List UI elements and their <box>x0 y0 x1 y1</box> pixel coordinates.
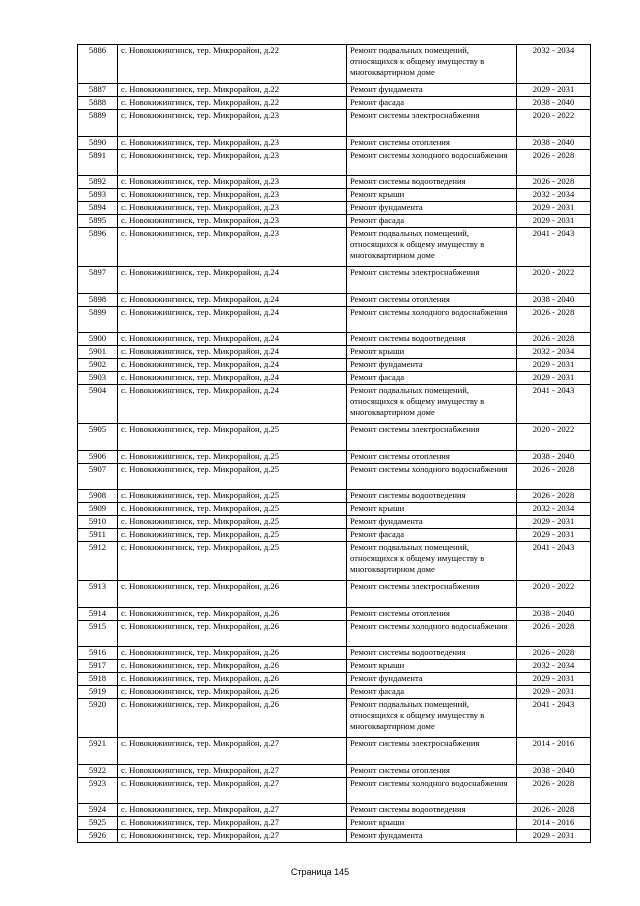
address-cell: с. Новокижингинск, тер. Микрорайон, д.23 <box>118 228 347 267</box>
work-type-cell: Ремонт фундамента <box>347 359 517 372</box>
work-type-cell: Ремонт системы холодного водоснабжения <box>347 621 517 647</box>
address-cell: с. Новокижингинск, тер. Микрорайон, д.25 <box>118 451 347 464</box>
table-row <box>78 660 591 673</box>
table-row <box>78 97 591 110</box>
row-number-cell: 5923 <box>78 778 118 804</box>
table-row <box>78 202 591 215</box>
address-cell: с. Новокижингинск, тер. Микрорайон, д.23 <box>118 137 347 150</box>
row-number-cell: 5917 <box>78 660 118 673</box>
period-cell: 2038 - 2040 <box>517 765 591 778</box>
work-type-cell: Ремонт системы водоотведения <box>347 176 517 189</box>
work-type-cell: Ремонт фасада <box>347 97 517 110</box>
address-cell: с. Новокижингинск, тер. Микрорайон, д.26 <box>118 686 347 699</box>
row-number-cell: 5916 <box>78 647 118 660</box>
row-number-cell: 5887 <box>78 84 118 97</box>
table-row <box>78 110 591 137</box>
work-type-cell: Ремонт крыши <box>347 817 517 830</box>
row-number-cell: 5919 <box>78 686 118 699</box>
period-cell: 2032 - 2034 <box>517 503 591 516</box>
table-row <box>78 424 591 451</box>
work-type-cell: Ремонт системы отопления <box>347 451 517 464</box>
table-row <box>78 673 591 686</box>
row-number-cell: 5895 <box>78 215 118 228</box>
work-type-cell: Ремонт подвальных помещений, относящихся к общему имуществу в многоквартирном доме <box>347 542 517 581</box>
address-cell: с. Новокижингинск, тер. Микрорайон, д.25 <box>118 529 347 542</box>
row-number-cell: 5912 <box>78 542 118 581</box>
work-type-cell: Ремонт фундамента <box>347 830 517 843</box>
table-row <box>78 189 591 202</box>
work-type-cell: Ремонт подвальных помещений, относящихся к общему имуществу в многоквартирном доме <box>347 228 517 267</box>
address-cell: с. Новокижингинск, тер. Микрорайон, д.25 <box>118 503 347 516</box>
table-row <box>78 490 591 503</box>
address-cell: с. Новокижингинск, тер. Микрорайон, д.23 <box>118 110 347 137</box>
period-cell: 2029 - 2031 <box>517 830 591 843</box>
address-cell: с. Новокижингинск, тер. Микрорайон, д.25 <box>118 424 347 451</box>
address-cell: с. Новокижингинск, тер. Микрорайон, д.24 <box>118 333 347 346</box>
period-cell: 2038 - 2040 <box>517 451 591 464</box>
address-cell: с. Новокижингинск, тер. Микрорайон, д.25 <box>118 464 347 490</box>
address-cell: с. Новокижингинск, тер. Микрорайон, д.23 <box>118 215 347 228</box>
table-row <box>78 516 591 529</box>
period-cell: 2026 - 2028 <box>517 150 591 176</box>
row-number-cell: 5914 <box>78 608 118 621</box>
address-cell: с. Новокижингинск, тер. Микрорайон, д.24 <box>118 359 347 372</box>
row-number-cell: 5899 <box>78 307 118 333</box>
table-row <box>78 45 591 84</box>
work-type-cell: Ремонт фасада <box>347 686 517 699</box>
table-row <box>78 150 591 176</box>
row-number-cell: 5908 <box>78 490 118 503</box>
table-row <box>78 137 591 150</box>
address-cell: с. Новокижингинск, тер. Микрорайон, д.26 <box>118 660 347 673</box>
table-row <box>78 738 591 765</box>
work-type-cell: Ремонт подвальных помещений, относящихся к общему имуществу в многоквартирном доме <box>347 699 517 738</box>
period-cell: 2029 - 2031 <box>517 529 591 542</box>
period-cell: 2020 - 2022 <box>517 267 591 294</box>
work-type-cell: Ремонт подвальных помещений, относящихся к общему имуществу в многоквартирном доме <box>347 45 517 84</box>
period-cell: 2041 - 2043 <box>517 385 591 424</box>
row-number-cell: 5920 <box>78 699 118 738</box>
row-number-cell: 5891 <box>78 150 118 176</box>
table-row <box>78 385 591 424</box>
table-row <box>78 608 591 621</box>
row-number-cell: 5893 <box>78 189 118 202</box>
work-type-cell: Ремонт фундамента <box>347 202 517 215</box>
table-row <box>78 765 591 778</box>
address-cell: с. Новокижингинск, тер. Микрорайон, д.25 <box>118 490 347 503</box>
row-number-cell: 5913 <box>78 581 118 608</box>
address-cell: с. Новокижингинск, тер. Микрорайон, д.22 <box>118 84 347 97</box>
period-cell: 2032 - 2034 <box>517 660 591 673</box>
address-cell: с. Новокижингинск, тер. Микрорайон, д.24 <box>118 385 347 424</box>
row-number-cell: 5900 <box>78 333 118 346</box>
table-row <box>78 359 591 372</box>
work-type-cell: Ремонт системы электроснабжения <box>347 267 517 294</box>
address-cell: с. Новокижингинск, тер. Микрорайон, д.25 <box>118 542 347 581</box>
page-number: Страница 145 <box>290 867 350 877</box>
row-number-cell: 5905 <box>78 424 118 451</box>
address-cell: с. Новокижингинск, тер. Микрорайон, д.23 <box>118 189 347 202</box>
row-number-cell: 5889 <box>78 110 118 137</box>
address-cell: с. Новокижингинск, тер. Микрорайон, д.22 <box>118 97 347 110</box>
row-number-cell: 5892 <box>78 176 118 189</box>
work-type-cell: Ремонт системы холодного водоснабжения <box>347 307 517 333</box>
period-cell: 2026 - 2028 <box>517 307 591 333</box>
address-cell: с. Новокижингинск, тер. Микрорайон, д.27 <box>118 830 347 843</box>
table-row <box>78 215 591 228</box>
address-cell: с. Новокижингинск, тер. Микрорайон, д.26 <box>118 608 347 621</box>
period-cell: 2038 - 2040 <box>517 97 591 110</box>
work-type-cell: Ремонт системы холодного водоснабжения <box>347 464 517 490</box>
work-type-cell: Ремонт системы электроснабжения <box>347 424 517 451</box>
work-type-cell: Ремонт фундамента <box>347 673 517 686</box>
address-cell: с. Новокижингинск, тер. Микрорайон, д.23 <box>118 202 347 215</box>
row-number-cell: 5898 <box>78 294 118 307</box>
table-row <box>78 267 591 294</box>
period-cell: 2029 - 2031 <box>517 673 591 686</box>
row-number-cell: 5886 <box>78 45 118 84</box>
table-row <box>78 804 591 817</box>
table-row <box>78 372 591 385</box>
row-number-cell: 5921 <box>78 738 118 765</box>
work-type-cell: Ремонт фасада <box>347 372 517 385</box>
work-type-cell: Ремонт системы отопления <box>347 137 517 150</box>
period-cell: 2038 - 2040 <box>517 608 591 621</box>
table-row <box>78 333 591 346</box>
table-row <box>78 346 591 359</box>
table-row <box>78 647 591 660</box>
address-cell: с. Новокижингинск, тер. Микрорайон, д.24 <box>118 294 347 307</box>
period-cell: 2026 - 2028 <box>517 490 591 503</box>
work-type-cell: Ремонт системы холодного водоснабжения <box>347 150 517 176</box>
period-cell: 2032 - 2034 <box>517 189 591 202</box>
work-type-cell: Ремонт системы электроснабжения <box>347 110 517 137</box>
table-row <box>78 699 591 738</box>
work-type-cell: Ремонт фасада <box>347 529 517 542</box>
period-cell: 2026 - 2028 <box>517 778 591 804</box>
row-number-cell: 5897 <box>78 267 118 294</box>
row-number-cell: 5894 <box>78 202 118 215</box>
table-row <box>78 84 591 97</box>
address-cell: с. Новокижингинск, тер. Микрорайон, д.27 <box>118 804 347 817</box>
address-cell: с. Новокижингинск, тер. Микрорайон, д.26 <box>118 673 347 686</box>
address-cell: с. Новокижингинск, тер. Микрорайон, д.25 <box>118 516 347 529</box>
table-row <box>78 307 591 333</box>
row-number-cell: 5924 <box>78 804 118 817</box>
table-row <box>78 503 591 516</box>
row-number-cell: 5926 <box>78 830 118 843</box>
table-row <box>78 294 591 307</box>
row-number-cell: 5915 <box>78 621 118 647</box>
row-number-cell: 5909 <box>78 503 118 516</box>
table-row <box>78 686 591 699</box>
period-cell: 2020 - 2022 <box>517 110 591 137</box>
table-row <box>78 542 591 581</box>
work-type-cell: Ремонт системы отопления <box>347 608 517 621</box>
row-number-cell: 5907 <box>78 464 118 490</box>
period-cell: 2029 - 2031 <box>517 359 591 372</box>
period-cell: 2026 - 2028 <box>517 333 591 346</box>
period-cell: 2029 - 2031 <box>517 372 591 385</box>
period-cell: 2026 - 2028 <box>517 621 591 647</box>
table-row <box>78 451 591 464</box>
table-row <box>78 228 591 267</box>
address-cell: с. Новокижингинск, тер. Микрорайон, д.26 <box>118 581 347 608</box>
work-type-cell: Ремонт системы водоотведения <box>347 647 517 660</box>
work-type-cell: Ремонт системы водоотведения <box>347 804 517 817</box>
row-number-cell: 5901 <box>78 346 118 359</box>
work-type-cell: Ремонт подвальных помещений, относящихся к общему имуществу в многоквартирном доме <box>347 385 517 424</box>
address-cell: с. Новокижингинск, тер. Микрорайон, д.27 <box>118 738 347 765</box>
address-cell: с. Новокижингинск, тер. Микрорайон, д.23 <box>118 176 347 189</box>
row-number-cell: 5904 <box>78 385 118 424</box>
period-cell: 2029 - 2031 <box>517 686 591 699</box>
period-cell: 2029 - 2031 <box>517 516 591 529</box>
row-number-cell: 5910 <box>78 516 118 529</box>
work-type-cell: Ремонт крыши <box>347 346 517 359</box>
work-type-cell: Ремонт крыши <box>347 660 517 673</box>
period-cell: 2032 - 2034 <box>517 346 591 359</box>
work-type-cell: Ремонт системы отопления <box>347 765 517 778</box>
period-cell: 2041 - 2043 <box>517 228 591 267</box>
work-type-cell: Ремонт фасада <box>347 215 517 228</box>
row-number-cell: 5922 <box>78 765 118 778</box>
table-row <box>78 581 591 608</box>
period-cell: 2026 - 2028 <box>517 464 591 490</box>
address-cell: с. Новокижингинск, тер. Микрорайон, д.26 <box>118 699 347 738</box>
repair-schedule-table <box>77 44 591 843</box>
period-cell: 2038 - 2040 <box>517 294 591 307</box>
period-cell: 2041 - 2043 <box>517 699 591 738</box>
period-cell: 2020 - 2022 <box>517 581 591 608</box>
work-type-cell: Ремонт системы электроснабжения <box>347 738 517 765</box>
row-number-cell: 5918 <box>78 673 118 686</box>
period-cell: 2029 - 2031 <box>517 84 591 97</box>
row-number-cell: 5890 <box>78 137 118 150</box>
table-row <box>78 817 591 830</box>
period-cell: 2029 - 2031 <box>517 202 591 215</box>
work-type-cell: Ремонт системы отопления <box>347 294 517 307</box>
table-row <box>78 529 591 542</box>
work-type-cell: Ремонт системы холодного водоснабжения <box>347 778 517 804</box>
address-cell: с. Новокижингинск, тер. Микрорайон, д.24 <box>118 307 347 333</box>
period-cell: 2020 - 2022 <box>517 424 591 451</box>
period-cell: 2014 - 2016 <box>517 738 591 765</box>
row-number-cell: 5896 <box>78 228 118 267</box>
period-cell: 2029 - 2031 <box>517 215 591 228</box>
address-cell: с. Новокижингинск, тер. Микрорайон, д.26 <box>118 647 347 660</box>
address-cell: с. Новокижингинск, тер. Микрорайон, д.26 <box>118 621 347 647</box>
table-row <box>78 621 591 647</box>
work-type-cell: Ремонт фундамента <box>347 84 517 97</box>
row-number-cell: 5911 <box>78 529 118 542</box>
table-body <box>78 45 591 843</box>
row-number-cell: 5888 <box>78 97 118 110</box>
address-cell: с. Новокижингинск, тер. Микрорайон, д.24 <box>118 372 347 385</box>
work-type-cell: Ремонт крыши <box>347 189 517 202</box>
period-cell: 2026 - 2028 <box>517 647 591 660</box>
work-type-cell: Ремонт фундамента <box>347 516 517 529</box>
row-number-cell: 5903 <box>78 372 118 385</box>
period-cell: 2032 - 2034 <box>517 45 591 84</box>
address-cell: с. Новокижингинск, тер. Микрорайон, д.23 <box>118 150 347 176</box>
table-row <box>78 778 591 804</box>
period-cell: 2026 - 2028 <box>517 176 591 189</box>
row-number-cell: 5925 <box>78 817 118 830</box>
address-cell: с. Новокижингинск, тер. Микрорайон, д.27 <box>118 817 347 830</box>
work-type-cell: Ремонт системы электроснабжения <box>347 581 517 608</box>
address-cell: с. Новокижингинск, тер. Микрорайон, д.24 <box>118 346 347 359</box>
period-cell: 2026 - 2028 <box>517 804 591 817</box>
address-cell: с. Новокижингинск, тер. Микрорайон, д.27 <box>118 765 347 778</box>
row-number-cell: 5902 <box>78 359 118 372</box>
row-number-cell: 5906 <box>78 451 118 464</box>
period-cell: 2014 - 2016 <box>517 817 591 830</box>
address-cell: с. Новокижингинск, тер. Микрорайон, д.22 <box>118 45 347 84</box>
work-type-cell: Ремонт крыши <box>347 503 517 516</box>
table-row <box>78 176 591 189</box>
period-cell: 2041 - 2043 <box>517 542 591 581</box>
table-row <box>78 464 591 490</box>
work-type-cell: Ремонт системы водоотведения <box>347 490 517 503</box>
address-cell: с. Новокижингинск, тер. Микрорайон, д.24 <box>118 267 347 294</box>
address-cell: с. Новокижингинск, тер. Микрорайон, д.27 <box>118 778 347 804</box>
table-row <box>78 830 591 843</box>
work-type-cell: Ремонт системы водоотведения <box>347 333 517 346</box>
period-cell: 2038 - 2040 <box>517 137 591 150</box>
